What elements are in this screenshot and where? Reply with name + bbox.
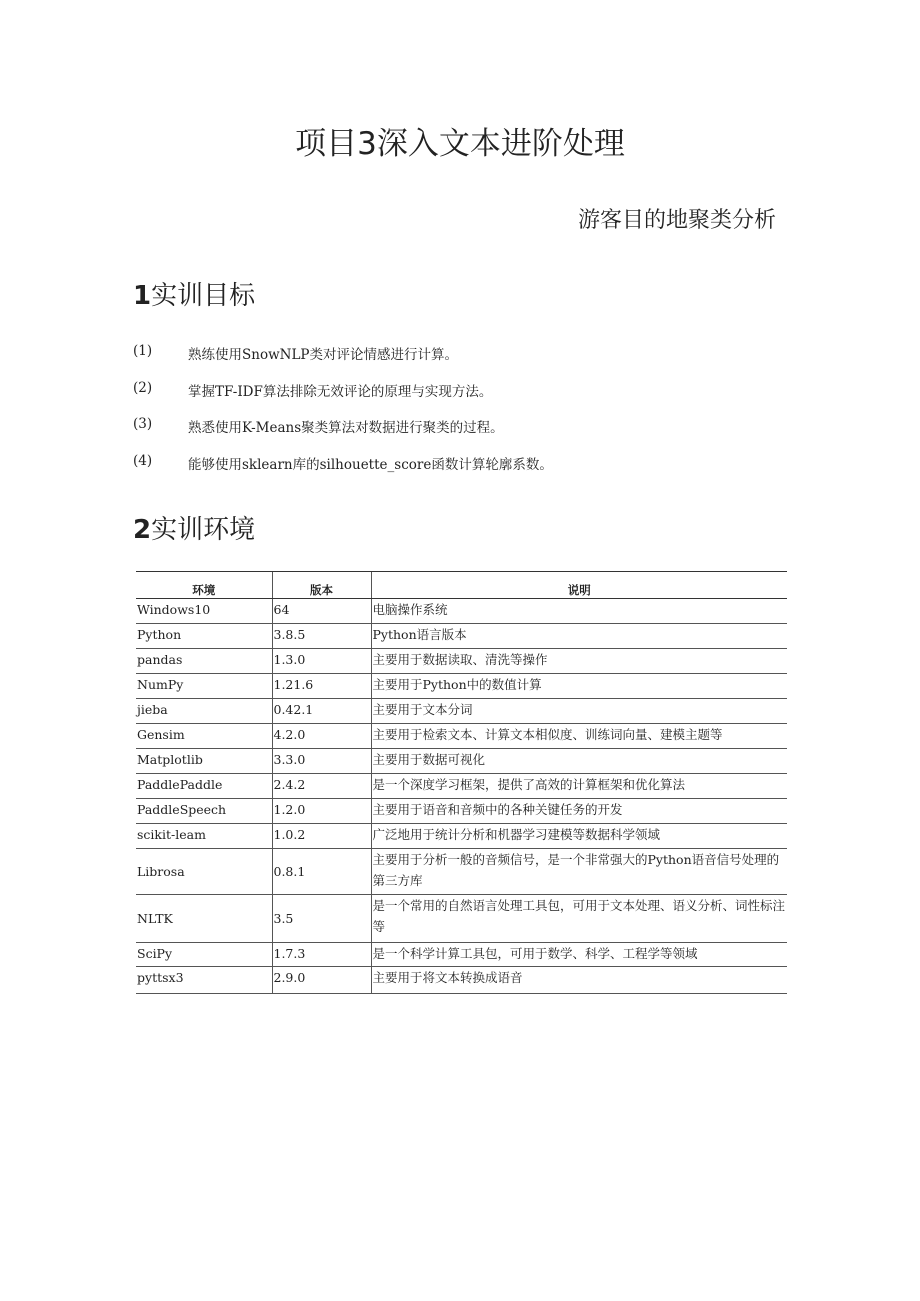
cell-version: 3.5 — [272, 895, 371, 943]
cell-version: 1.0.2 — [272, 824, 371, 849]
column-header-description: 说明 — [371, 572, 787, 599]
list-item-index: (1) — [133, 343, 153, 359]
list-item-index: (4) — [133, 452, 153, 469]
list-item-text: 能够使用sklearn库的silhouette_score函数计算轮廓系数。 — [188, 456, 553, 473]
table-row — [136, 674, 787, 699]
cell-version: 4.2.0 — [272, 724, 371, 749]
list-item-text: 熟悉使用K-Means聚类算法对数据进行聚类的过程。 — [188, 420, 504, 436]
cell-environment: SciPy — [136, 943, 272, 967]
cell-description: 主要用于检索文本、计算文本相似度、训练词向量、建模主题等 — [371, 724, 787, 749]
cell-description: 主要用于分析一般的音频信号，是一个非常强大的Python语音信号处理的第三方库 — [371, 849, 787, 895]
list-item — [133, 380, 793, 417]
list-item — [133, 343, 793, 380]
table-row — [136, 699, 787, 724]
list-item — [133, 416, 793, 453]
section-title: 实训环境 — [151, 515, 256, 545]
cell-environment: Librosa — [136, 849, 272, 895]
cell-environment: PaddleSpeech — [136, 799, 272, 824]
page-title: 项目3深入文本进阶处理 — [295, 126, 625, 162]
column-header-environment: 环境 — [136, 572, 272, 599]
table-row — [136, 599, 787, 624]
table-header-row — [136, 572, 787, 599]
table-row — [136, 967, 787, 994]
section-heading-objectives — [133, 275, 255, 312]
cell-version: 2.4.2 — [272, 774, 371, 799]
cell-version: 1.3.0 — [272, 649, 371, 674]
cell-version: 3.8.5 — [272, 624, 371, 649]
cell-environment: Gensim — [136, 724, 272, 749]
cell-version: 64 — [272, 599, 371, 624]
section-number: 2 — [133, 515, 152, 545]
cell-environment: NumPy — [136, 674, 272, 699]
cell-version: 1.7.3 — [272, 943, 371, 967]
table-row — [136, 849, 787, 895]
cell-environment: pyttsx3 — [136, 967, 272, 994]
table-row — [136, 943, 787, 967]
cell-description: 主要用于文本分词 — [371, 699, 787, 724]
cell-description: 主要用于Python中的数值计算 — [371, 674, 787, 699]
section-heading-environment — [133, 509, 255, 546]
environment-table — [136, 571, 787, 994]
table-row — [136, 799, 787, 824]
page-subtitle: 游客目的地聚类分析 — [577, 208, 776, 233]
cell-description: Python语言版本 — [371, 624, 787, 649]
cell-description: 主要用于将文本转换成语音 — [371, 967, 787, 994]
objectives-list — [133, 343, 793, 489]
cell-version: 2.9.0 — [272, 967, 371, 994]
table-row — [136, 724, 787, 749]
cell-version: 3.3.0 — [272, 749, 371, 774]
cell-version: 0.8.1 — [272, 849, 371, 895]
cell-description: 主要用于语音和音频中的各种关键任务的开发 — [371, 799, 787, 824]
list-item — [133, 453, 793, 490]
cell-description: 广泛地用于统计分析和机器学习建模等数据科学领域 — [371, 824, 787, 849]
cell-description: 主要用于数据读取、清洗等操作 — [371, 649, 787, 674]
list-item-text: 熟练使用SnowNLP类对评论情感进行计算。 — [188, 347, 458, 363]
cell-description: 是一个科学计算工具包，可用于数学、科学、工程学等领域 — [371, 943, 787, 967]
cell-description: 电脑操作系统 — [371, 599, 787, 624]
cell-environment: Windows10 — [136, 599, 272, 624]
cell-environment: pandas — [136, 649, 272, 674]
cell-environment: Matplotlib — [136, 749, 272, 774]
table-row — [136, 749, 787, 774]
cell-description: 是一个深度学习框架，提供了高效的计算框架和优化算法 — [371, 774, 787, 799]
section-number: 1 — [133, 281, 152, 311]
cell-environment: scikit-leam — [136, 824, 272, 849]
cell-description: 是一个常用的自然语言处理工具包，可用于文本处理、语义分析、词性标注等 — [371, 895, 787, 943]
list-item-index: (2) — [133, 379, 153, 396]
cell-version: 0.42.1 — [272, 699, 371, 724]
cell-environment: jieba — [136, 699, 272, 724]
cell-version: 1.21.6 — [272, 674, 371, 699]
section-title: 实训目标 — [151, 281, 256, 311]
cell-environment: NLTK — [136, 895, 272, 943]
cell-description: 主要用于数据可视化 — [371, 749, 787, 774]
table-row — [136, 824, 787, 849]
table-row — [136, 624, 787, 649]
table-row — [136, 774, 787, 799]
cell-version: 1.2.0 — [272, 799, 371, 824]
table-row — [136, 895, 787, 943]
table-row — [136, 649, 787, 674]
cell-environment: Python — [136, 624, 272, 649]
list-item-text: 掌握TF-IDF算法排除无效评论的原理与实现方法。 — [188, 383, 493, 400]
cell-environment: PaddlePaddle — [136, 774, 272, 799]
column-header-version: 版本 — [272, 572, 371, 599]
list-item-index: (3) — [133, 416, 153, 432]
